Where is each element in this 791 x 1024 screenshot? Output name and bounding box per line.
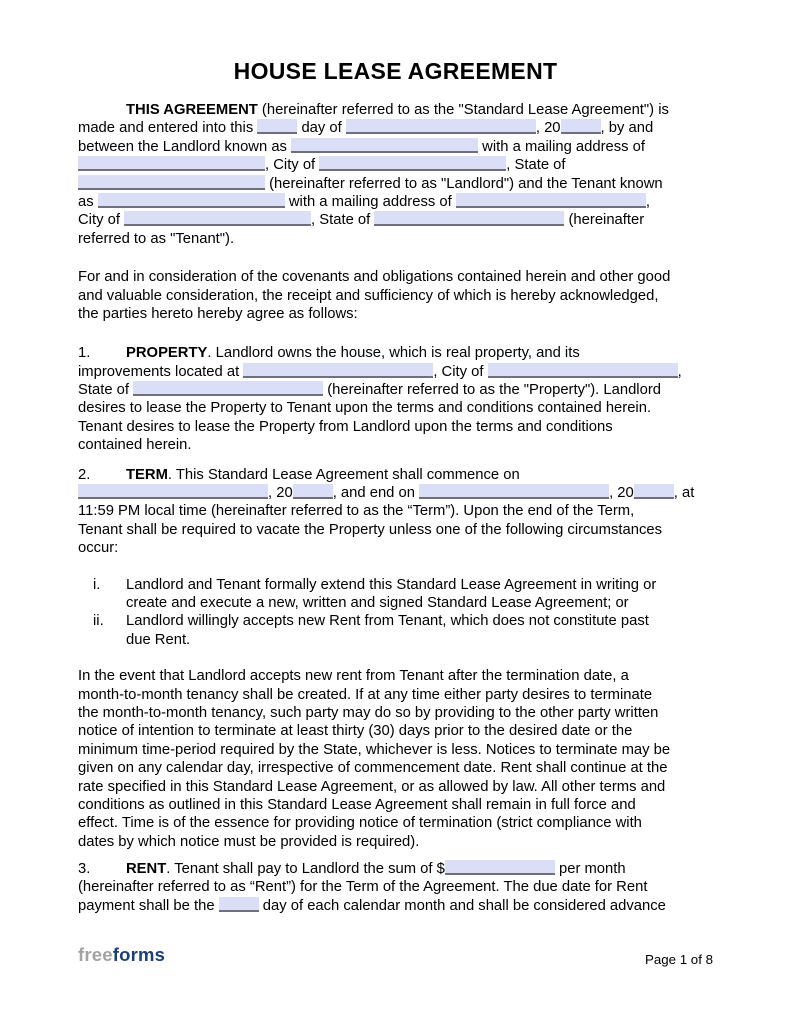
logo-text-free: free xyxy=(78,944,113,965)
section-3-rent xyxy=(78,860,713,915)
text-line xyxy=(78,466,713,484)
text-line xyxy=(78,175,713,193)
form-field-blank[interactable] xyxy=(78,484,268,499)
text-line xyxy=(78,418,713,436)
document-blocks xyxy=(78,101,713,915)
month-to-month-paragraph xyxy=(78,667,713,851)
text-line xyxy=(78,363,713,381)
form-field-blank[interactable] xyxy=(243,363,433,378)
section-number: 1. xyxy=(78,345,91,362)
text-line xyxy=(78,778,713,796)
form-field-blank[interactable] xyxy=(78,175,265,190)
text-run: , State of xyxy=(311,212,375,229)
section-number: 2. xyxy=(78,466,91,483)
form-field-blank[interactable] xyxy=(219,897,259,912)
logo-text-forms: forms xyxy=(112,944,166,965)
bold-text-run: THIS AGREEMENT xyxy=(126,102,258,118)
text-run: notice of intention to terminate at least thirty (30) days prior to the desired date or the xyxy=(78,723,633,740)
text-line: create and execute a new, written and signed Standard Lease Agreement; or xyxy=(126,594,629,611)
text-run: For and in consideration of the covenants and obligations contained herein and other good xyxy=(78,269,671,286)
text-line xyxy=(78,860,713,878)
text-run: referred to as "Tenant"). xyxy=(78,230,235,247)
intro-paragraph xyxy=(78,101,713,248)
form-field-blank[interactable] xyxy=(133,381,323,396)
form-field-blank[interactable] xyxy=(346,119,536,134)
text-run: desires to lease the Property to Tenant upon the terms and conditions contained herein. xyxy=(78,400,652,417)
text-run: , 20 xyxy=(268,485,293,502)
text-run: the month-to-month tenancy, such party may do so by providing to the other party written xyxy=(78,704,659,721)
text-line xyxy=(78,897,713,915)
text-line xyxy=(78,814,713,832)
text-run: day of xyxy=(297,120,346,137)
page-title: HOUSE LEASE AGREEMENT xyxy=(233,58,558,84)
form-field-blank[interactable] xyxy=(98,193,285,208)
text-run: with a mailing address of xyxy=(284,193,456,210)
text-run: , 20 xyxy=(535,120,561,137)
text-run: month-to-month tenancy shall be created. If at any time either party desires to terminate xyxy=(78,686,653,703)
form-field-blank[interactable] xyxy=(124,211,311,226)
text-run: , and end on xyxy=(332,485,420,502)
form-field-blank[interactable] xyxy=(561,119,601,134)
text-line xyxy=(78,399,713,417)
bold-text-run: PROPERTY xyxy=(126,345,208,362)
form-field-blank[interactable] xyxy=(419,484,609,499)
text-line xyxy=(78,667,713,685)
form-field-blank[interactable] xyxy=(293,484,333,499)
text-run: with a mailing address of xyxy=(478,138,646,155)
list-item xyxy=(78,576,713,613)
text-run: given on any calendar day, irrespective of commencement date. Rent shall continue at the xyxy=(78,760,668,777)
text-run: , 20 xyxy=(609,485,634,502)
text-line: Landlord willingly accepts new Rent from Tenant, which does not constitute past xyxy=(126,613,649,630)
form-field-blank[interactable] xyxy=(78,156,265,171)
freeforms-logo xyxy=(78,944,165,966)
text-line xyxy=(78,484,713,502)
form-field-blank[interactable] xyxy=(488,363,678,378)
text-line xyxy=(78,539,713,557)
text-run: , at xyxy=(673,485,695,502)
text-line xyxy=(78,138,713,156)
text-run: per month xyxy=(554,861,626,878)
text-run: the parties hereto hereby agree as follows: xyxy=(78,305,358,322)
consideration-paragraph xyxy=(78,268,713,323)
text-run: payment shall be the xyxy=(78,897,219,914)
text-run: , by and xyxy=(600,120,654,137)
section-number: 3. xyxy=(78,861,91,878)
text-run: City of xyxy=(78,212,125,229)
text-line xyxy=(78,436,713,454)
text-run: contained herein. xyxy=(78,437,192,454)
text-line xyxy=(78,796,713,814)
circumstances-list xyxy=(78,576,713,650)
form-field-blank[interactable] xyxy=(456,193,646,208)
text-line xyxy=(78,287,713,305)
text-line xyxy=(78,156,713,174)
text-run: , City of xyxy=(433,363,488,380)
text-line: due Rent. xyxy=(126,631,191,648)
text-line xyxy=(78,344,713,362)
text-run: 11:59 PM local time (hereinafter referred to as the “Term”). Upon the end of the Term, xyxy=(78,503,635,520)
text-line xyxy=(78,878,713,896)
bold-text-run: RENT xyxy=(126,861,167,878)
text-run: occur: xyxy=(78,540,119,557)
text-run: . Tenant shall pay to Landlord the sum of $ xyxy=(166,861,445,878)
list-item-marker: i. xyxy=(93,576,101,593)
page-number-label: Page 1 of 8 xyxy=(644,952,713,967)
text-line xyxy=(78,704,713,722)
section-1-property xyxy=(78,344,713,454)
form-field-blank[interactable] xyxy=(374,211,564,226)
text-run: made and entered into this xyxy=(78,120,258,137)
text-line xyxy=(78,268,713,286)
text-run: as xyxy=(78,193,98,210)
text-line xyxy=(78,686,713,704)
text-run: rate specified in this Standard Lease Agreement, or as allowed by law. All other terms and xyxy=(78,778,666,795)
text-run: . Landlord owns the house, which is real property, and its xyxy=(207,345,580,362)
text-run: effect. Time is of the essence for providing notice of termination (strict compliance with xyxy=(78,815,642,832)
text-run: (hereinafter referred to as the "Standard Lease Agreement") is xyxy=(257,102,669,118)
text-line xyxy=(78,305,713,323)
text-line xyxy=(78,381,713,399)
text-run: Tenant desires to lease the Property from Landlord upon the terms and conditions xyxy=(78,418,613,435)
text-run: (hereinafter referred to as "Landlord") and the Tenant known xyxy=(265,175,663,192)
text-line xyxy=(78,119,713,137)
form-field-blank[interactable] xyxy=(319,156,506,171)
text-run: (hereinafter xyxy=(564,212,645,229)
text-run: improvements located at xyxy=(78,363,244,380)
text-line: Landlord and Tenant formally extend this Standard Lease Agreement in writing or xyxy=(126,576,657,593)
text-run: between the Landlord known as xyxy=(78,138,292,155)
text-line xyxy=(78,833,713,851)
form-field-blank[interactable] xyxy=(257,119,297,134)
text-line xyxy=(78,101,713,119)
text-run: In the event that Landlord accepts new rent from Tenant after the termination date, a xyxy=(78,668,629,685)
list-item xyxy=(78,612,713,649)
text-run: , City of xyxy=(265,157,320,174)
text-run: and valuable consideration, the receipt and sufficiency of which is hereby acknowledged, xyxy=(78,287,659,304)
text-line xyxy=(78,741,713,759)
text-line xyxy=(78,211,713,229)
text-line xyxy=(78,722,713,740)
text-run: , xyxy=(645,193,650,210)
form-field-blank[interactable] xyxy=(291,138,478,153)
text-line xyxy=(78,502,713,520)
text-line xyxy=(78,193,713,211)
text-run: State of xyxy=(78,382,134,399)
text-run: minimum time-period required by the State, whichever is less. Notices to terminate may be xyxy=(78,741,671,758)
text-run: conditions as outlined in this Standard Lease Agreement shall remain in full force and xyxy=(78,796,636,813)
text-run: dates by which notice must be provided is required). xyxy=(78,833,420,850)
text-line xyxy=(78,759,713,777)
text-run: (hereinafter referred to as “Rent”) for the Term of the Agreement. The due date for Rent xyxy=(78,879,648,896)
text-line xyxy=(78,230,713,248)
text-run: , xyxy=(677,363,682,380)
text-run: Tenant shall be required to vacate the Property unless one of the following circumstances xyxy=(78,521,662,538)
text-line xyxy=(78,521,713,539)
text-run: , State of xyxy=(506,157,566,174)
text-run: day of each calendar month and shall be considered advance xyxy=(258,897,666,914)
text-run: . This Standard Lease Agreement shall commence on xyxy=(167,466,520,483)
form-field-blank[interactable] xyxy=(634,484,674,499)
bold-text-run: TERM xyxy=(126,466,168,483)
list-item-marker: ii. xyxy=(93,613,104,630)
section-2-term xyxy=(78,466,713,558)
form-field-blank[interactable] xyxy=(445,860,555,875)
document-body xyxy=(78,0,713,915)
text-run: (hereinafter referred to as the "Property"). Landlord xyxy=(323,382,661,399)
